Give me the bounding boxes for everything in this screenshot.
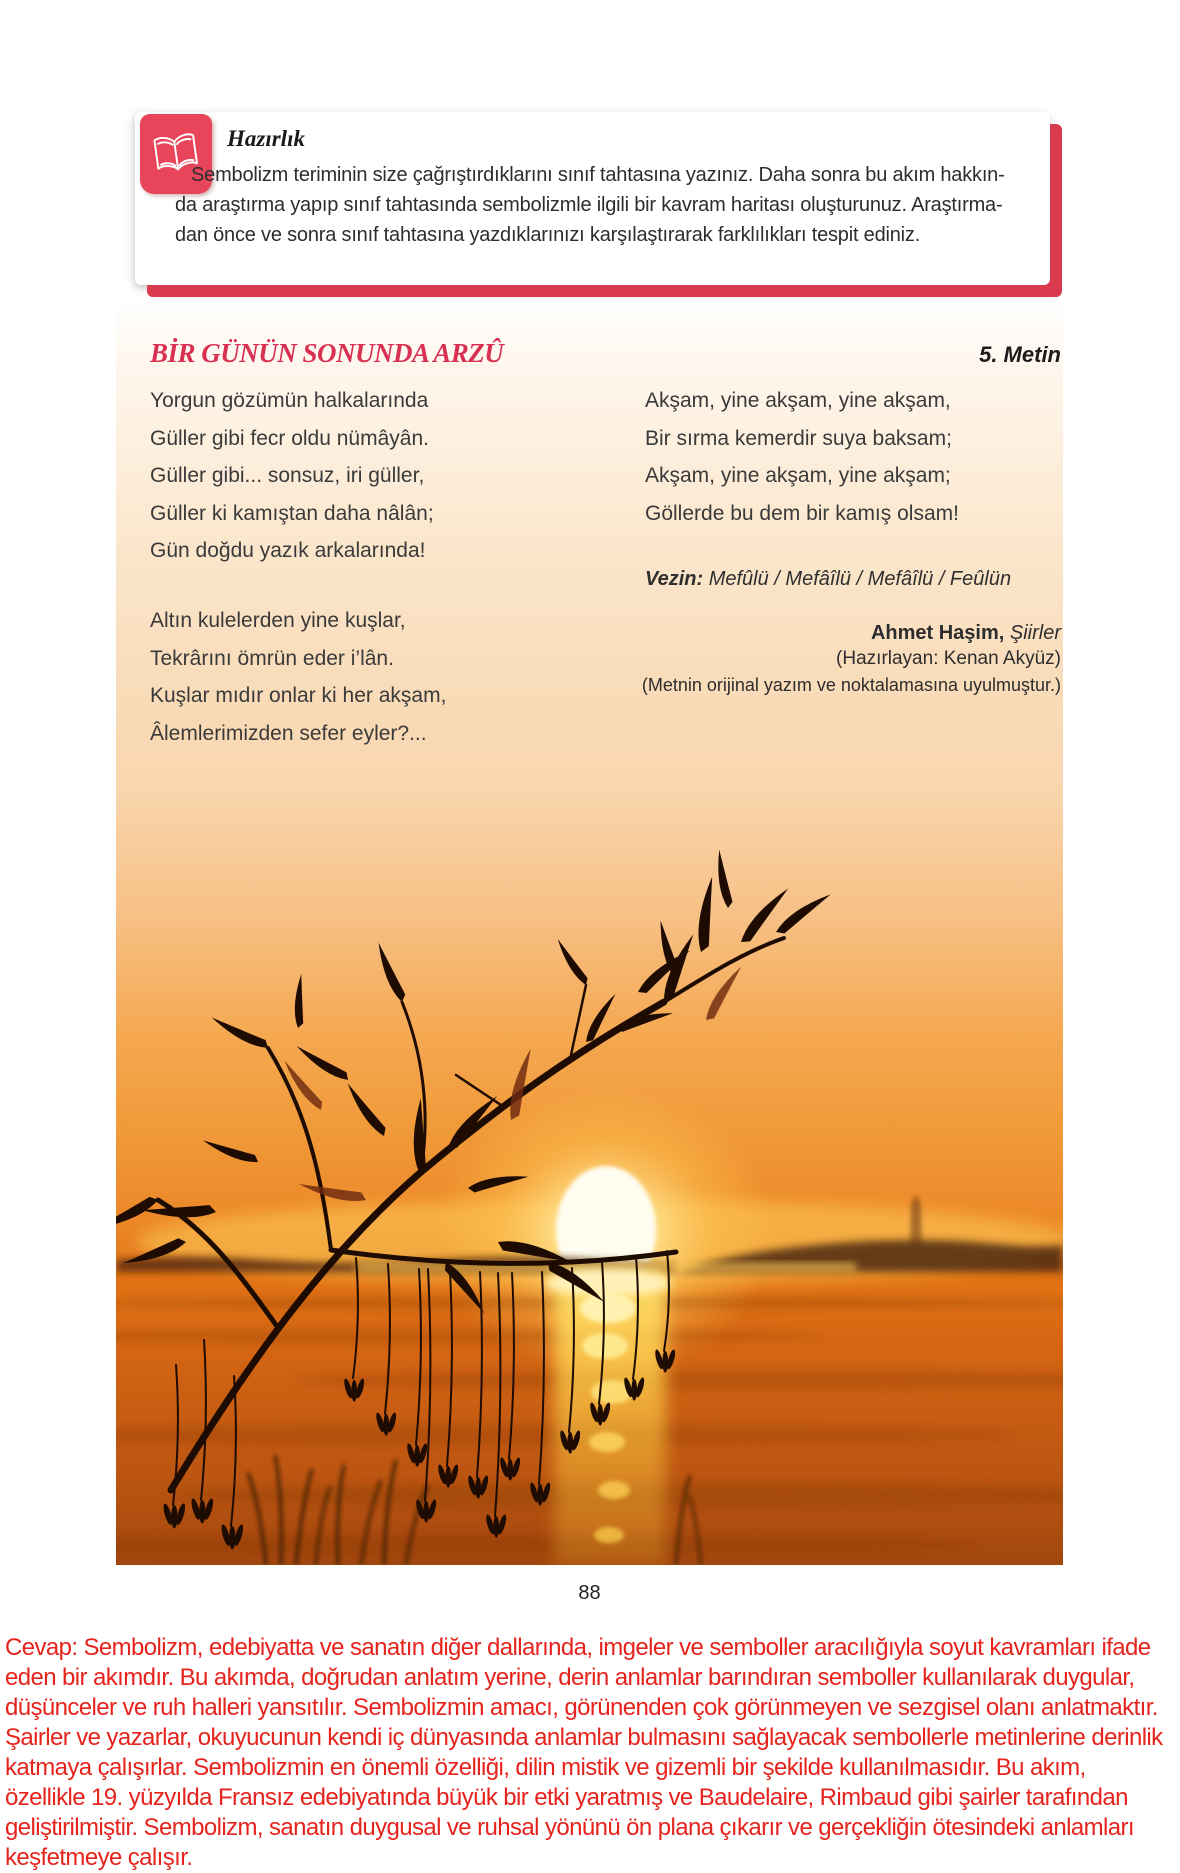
poem-section — [116, 300, 1063, 1565]
horizon-highlight — [356, 1263, 856, 1271]
answer-line: Şairler ve yazarlar, okuyucunun kendi iç dünyasında anlamlar bulmasını sağlayacak sembollerle metinlerine derinlik — [5, 1724, 1163, 1751]
verse-line: Altın kulelerden yine kuşlar, — [150, 609, 406, 632]
poem-stanza-3 — [645, 382, 959, 532]
hazirlik-box — [135, 112, 1050, 285]
text-number-label: 5. Metin — [979, 342, 1061, 367]
vezin-label: Vezin: — [645, 568, 704, 590]
verse-line: Akşam, yine akşam, yine akşam; — [645, 464, 951, 487]
verse-line: Akşam, yine akşam, yine akşam, — [645, 389, 951, 412]
poem-stanza-2 — [150, 602, 446, 752]
page-number: 88 — [578, 1582, 601, 1604]
verse-line: Âlemlerimizden sefer eyler?... — [150, 721, 427, 745]
answer-line: katmaya çalışırlar. Sembolizmin en önemli özelliği, dilin mistik ve gizemli bir şekilde kullanılmasıdır. Bu akım, — [5, 1754, 1086, 1781]
verse-line: Kuşlar mıdır onlar ki her akşam, — [150, 684, 447, 707]
hazirlik-line: Sembolizm teriminin size çağrıştırdıklarını sınıf tahtasına yazınız. Daha sonra bu akım hakkın- — [191, 164, 1005, 186]
answer-line: keşfetmeye çalışır. — [5, 1844, 193, 1871]
vezin-line — [645, 568, 1011, 591]
answer-text — [5, 1633, 1177, 1873]
hazirlik-line: dan önce ve sonra sınıf tahtasına yazdıklarınızı karşılaştırarak farklılıkları tespit ediniz. — [175, 224, 921, 246]
verse-line: Göllerde bu dem bir kamış olsam! — [645, 501, 959, 525]
sunset-photo — [116, 780, 1063, 1565]
answer-line: düşünceler ve ruh halleri yansıtılır. Sembolizmin amacı, görünenden çok görünmeyen ve sezgisel olanı anlatmaktır. — [5, 1694, 1158, 1721]
vezin-value: Mefûlü / Mefâîlü / Mefâîlü / Feûlün — [708, 568, 1012, 590]
author-line — [642, 620, 1061, 646]
verse-line: Yorgun gözümün halkalarında — [150, 389, 429, 412]
distant-structure — [910, 1194, 922, 1252]
verse-line: Güller gibi... sonsuz, iri güller, — [150, 464, 425, 487]
orthography-note: (Metnin orijinal yazım ve noktalamasına uyulmuştur.) — [641, 675, 1061, 695]
hazirlik-title: Hazırlık — [227, 126, 305, 151]
poem-stanza-1 — [150, 382, 434, 570]
work-title: Şiirler — [1009, 622, 1061, 644]
answer-line: özellikle 19. yüzyılda Fransız edebiyatında büyük bir etki yaratmış ve Baudelaire, Rimbaud gibi şairler tarafından — [5, 1784, 1128, 1811]
poem-title: BİR GÜNÜN SONUNDA ARZÛ — [150, 338, 504, 368]
answer-line: eden bir akımdır. Bu akımda, doğrudan anlatım yerine, derin anlamlar barındıran semboller kullanılarak duygular, — [5, 1664, 1135, 1691]
prepared-by: (Hazırlayan: Kenan Akyüz) — [836, 648, 1061, 669]
verse-line: Gün doğdu yazık arkalarında! — [150, 539, 426, 562]
hazirlik-paragraph — [175, 160, 1035, 250]
answer-line: geliştirilmiştir. Sembolizm, sanatın duygusal ve ruhsal yönünü ön plana çıkarır ve gerçekliğin ötesindeki anlamları — [5, 1814, 1134, 1841]
hazirlik-line: da araştırma yapıp sınıf tahtasında sembolizmle ilgili bir kavram haritası oluşturunuz. Araştırma- — [175, 194, 1003, 216]
verse-line: Bir sırma kemerdir suya baksam; — [645, 426, 952, 450]
verse-line: Güller gibi fecr oldu nümâyân. — [150, 426, 429, 450]
answer-line: Cevap: Sembolizm, edebiyatta ve sanatın diğer dallarında, imgeler ve semboller aracılığıyla soyut kavramları ifade — [5, 1634, 1151, 1661]
verse-line: Tekrârını ömrün eder i’lân. — [150, 646, 394, 670]
poem-attribution — [642, 620, 1061, 698]
verse-line: Güller ki kamıştan daha nâlân; — [150, 501, 434, 525]
author-name: Ahmet Haşim, — [870, 622, 1005, 644]
